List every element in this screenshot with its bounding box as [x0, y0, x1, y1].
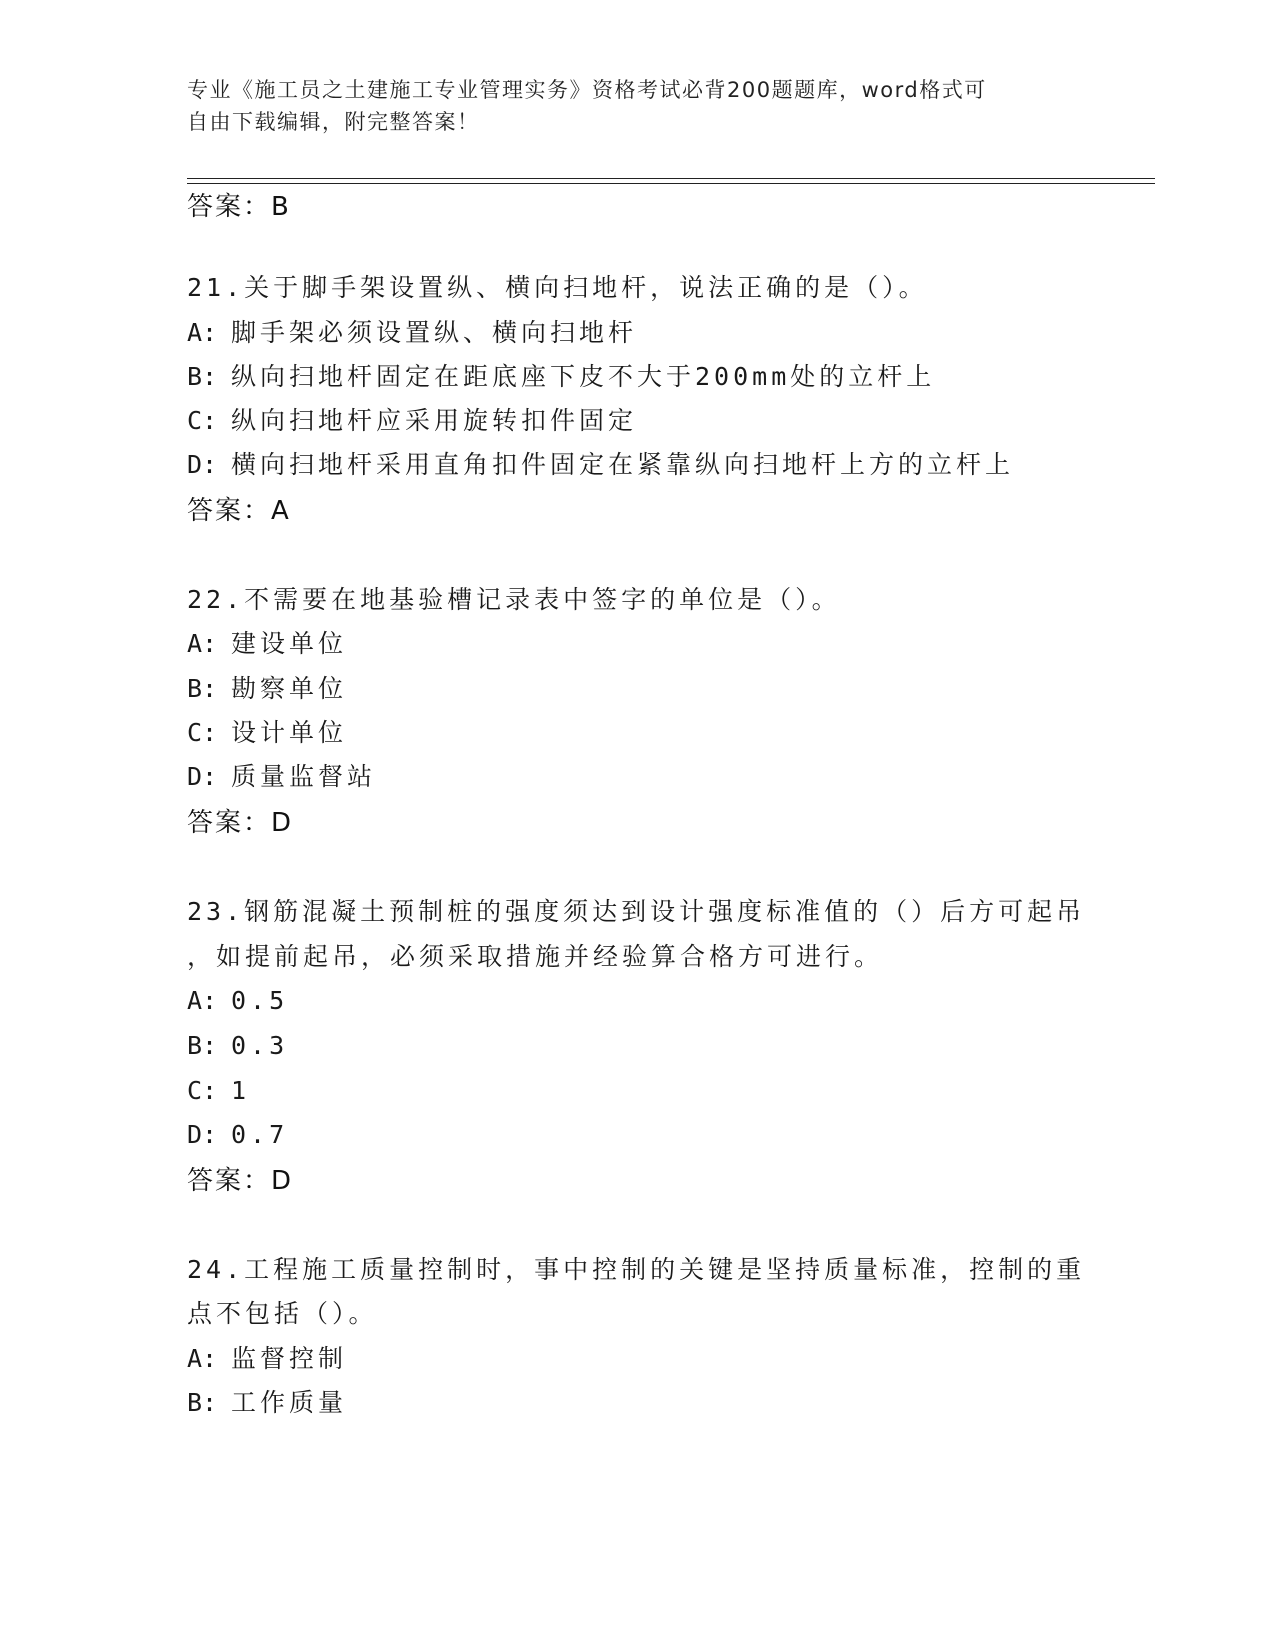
question-21-option-c [187, 404, 637, 438]
question-22-answer: 答案：D [187, 808, 294, 838]
question-22-option-d [187, 760, 376, 794]
option-label: C: [187, 718, 218, 747]
option-text: 0.3 [231, 1031, 289, 1060]
question-23-option-c [187, 1074, 250, 1108]
option-text: 0.7 [231, 1120, 289, 1149]
question-23-option-a [187, 984, 288, 1018]
header-line-2: 自由下载编辑，附完整答案！ [187, 110, 480, 134]
option-label: B: [187, 1388, 218, 1417]
option-label: A: [187, 318, 218, 347]
question-24-stem: 24.工程施工质量控制时，事中控制的关键是坚持质量标准，控制的重 [187, 1255, 1086, 1284]
question-23-option-b [187, 1029, 288, 1063]
option-label: B: [187, 1031, 218, 1060]
option-label: D: [187, 762, 218, 791]
option-label: C: [187, 1076, 218, 1105]
question-23-answer: 答案：D [187, 1166, 294, 1196]
question-22-option-c [187, 716, 347, 750]
option-text: 脚手架必须设置纵、横向扫地杆 [231, 318, 638, 347]
option-label: D: [187, 1120, 218, 1149]
option-label: D: [187, 450, 218, 479]
question-23-stem-cont: ，如提前起吊，必须采取措施并经验算合格方可进行。 [187, 942, 884, 971]
option-text: 勘察单位 [231, 674, 348, 703]
question-21-option-b [187, 360, 935, 394]
option-label: A: [187, 629, 218, 658]
option-text: 质量监督站 [231, 762, 377, 791]
question-22-option-b [187, 672, 347, 706]
question-23-stem: 23.钢筋混凝土预制桩的强度须达到设计强度标准值的（）后方可起吊 [187, 897, 1086, 926]
question-21-option-d [187, 448, 1014, 482]
option-text: 监督控制 [231, 1344, 348, 1373]
question-22-option-a [187, 627, 347, 661]
question-21-stem: 21.关于脚手架设置纵、横向扫地杆，说法正确的是（）。 [187, 273, 928, 302]
question-24-stem-cont: 点不包括（）。 [187, 1299, 378, 1328]
option-label: B: [187, 674, 218, 703]
option-text: 1 [231, 1076, 251, 1105]
option-label: A: [187, 1344, 218, 1373]
header-rule [187, 178, 1155, 179]
option-label: A: [187, 986, 218, 1015]
question-23-option-d [187, 1118, 288, 1152]
header-rule-double [187, 183, 1155, 184]
option-text: 横向扫地杆采用直角扣件固定在紧靠纵向扫地杆上方的立杆上 [231, 450, 1015, 479]
option-label: C: [187, 406, 218, 435]
option-text: 建设单位 [231, 629, 348, 658]
option-text: 设计单位 [231, 718, 348, 747]
option-text: 纵向扫地杆应采用旋转扣件固定 [231, 406, 638, 435]
option-text: 0.5 [231, 986, 289, 1015]
option-text: 工作质量 [231, 1388, 348, 1417]
question-22-stem: 22.不需要在地基验槽记录表中签字的单位是（）。 [187, 585, 841, 614]
header-line-1: 专业《施工员之土建施工专业管理实务》资格考试必背200题题库，word格式可 [187, 78, 987, 102]
question-21-option-a [187, 316, 637, 350]
option-text: 纵向扫地杆固定在距底座下皮不大于200mm处的立杆上 [231, 362, 936, 391]
question-24-option-a [187, 1342, 347, 1376]
question-24-option-b [187, 1386, 347, 1420]
page-header [187, 74, 1067, 138]
answer-line: 答案：B [187, 192, 291, 222]
question-21-answer: 答案：A [187, 496, 291, 526]
option-label: B: [187, 362, 218, 391]
